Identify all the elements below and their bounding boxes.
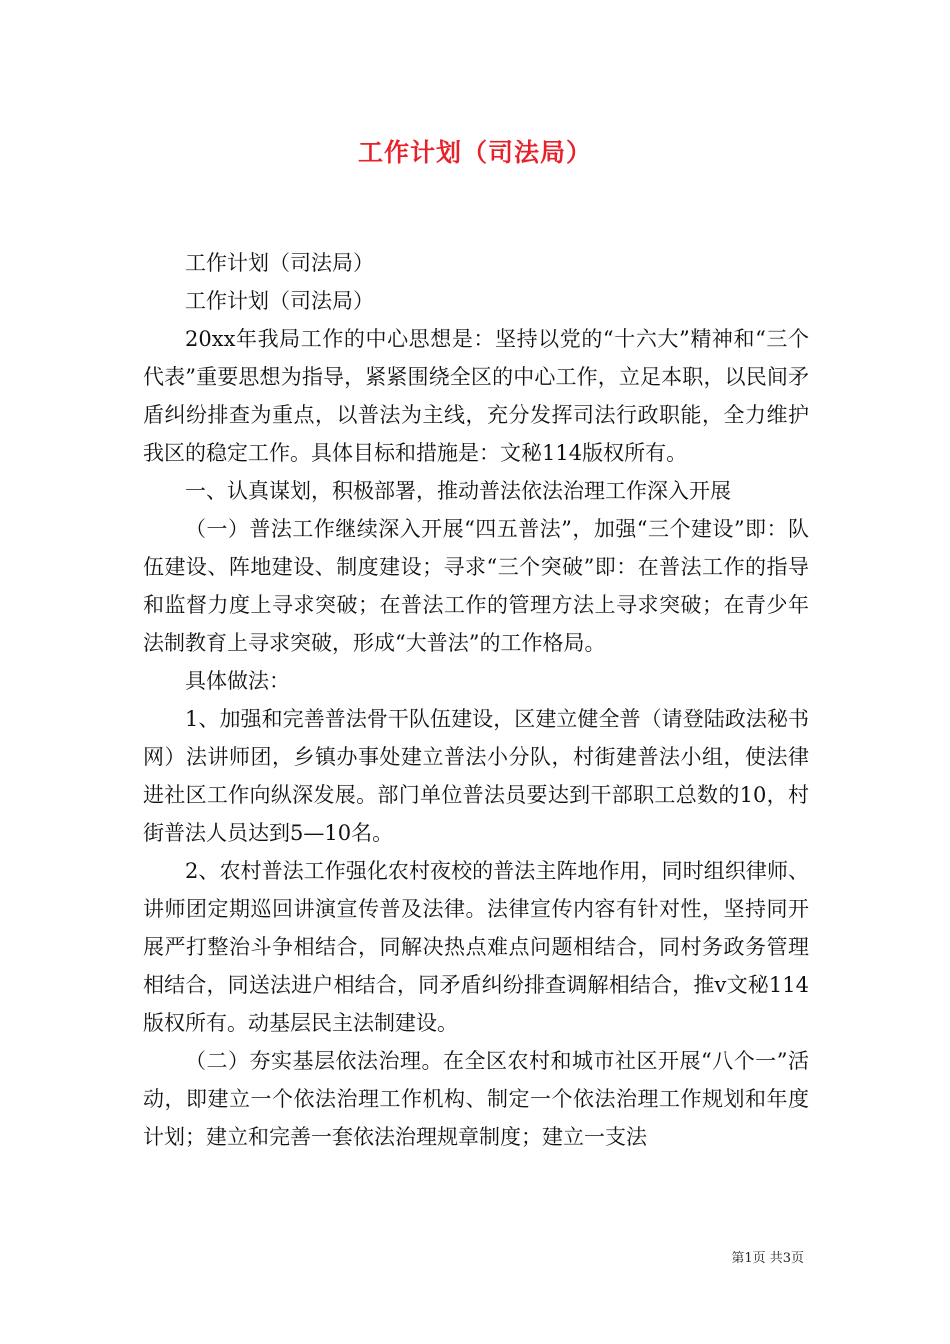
paragraph: 2、农村普法工作强化农村夜校的普法主阵地作用，同时组织律师、讲师团定期巡回讲演宣传普及法律。法律宣传内容有针对性，坚持同开展严打整治斗争相结合，同解决热点难点问题相结合，同村务政务管理相结合，同送法进户相结合，同矛盾纠纷排查调解相结合，推v文秘114版权所有。动基层民主法制建设。	[143, 859, 809, 1035]
paragraph: 1、加强和完善普法骨干队伍建设，区建立健全普（请登陆政法秘书网）法讲师团，乡镇办事处建立普法小分队，村街建普法小组，使法律进社区工作向纵深发展。部门单位普法员要达到干部职工总数的10，村街普法人员达到5—10名。	[143, 707, 809, 845]
paragraph: （一）普法工作继续深入开展“四五普法”，加强“三个建设”即：队伍建设、阵地建设、制度建设；寻求“三个突破”即：在普法工作的指导和监督力度上寻求突破；在普法工作的管理方法上寻求突破；在青少年法制教育上寻求突破，形成“大普法”的工作格局。	[143, 517, 809, 655]
paragraph: 20xx年我局工作的中心思想是：坚持以党的“十六大”精神和“三个代表”重要思想为指导，紧紧围绕全区的中心工作，立足本职，以民间矛盾纠纷排查为重点，以普法为主线，充分发挥司法行政职能，全力维护我区的稳定工作。具体目标和措施是：文秘114版权所有。	[143, 327, 809, 465]
paragraph: 一、认真谋划，积极部署，推动普法依法治理工作深入开展	[185, 479, 731, 503]
paragraph: 工作计划（司法局）	[185, 251, 374, 275]
document-body	[143, 244, 809, 1156]
document-title: 工作计划（司法局）	[357, 138, 592, 167]
paragraph: （二）夯实基层依法治理。在全区农村和城市社区开展“八个一”活动，即建立一个依法治理工作机构、制定一个依法治理工作规划和年度计划；建立和完善一套依法治理规章制度；建立一支法	[143, 1049, 809, 1149]
paragraph: 工作计划（司法局）	[185, 289, 374, 313]
page-number-footer: 第1页 共3页	[731, 1251, 804, 1266]
paragraph: 具体做法：	[185, 669, 290, 693]
